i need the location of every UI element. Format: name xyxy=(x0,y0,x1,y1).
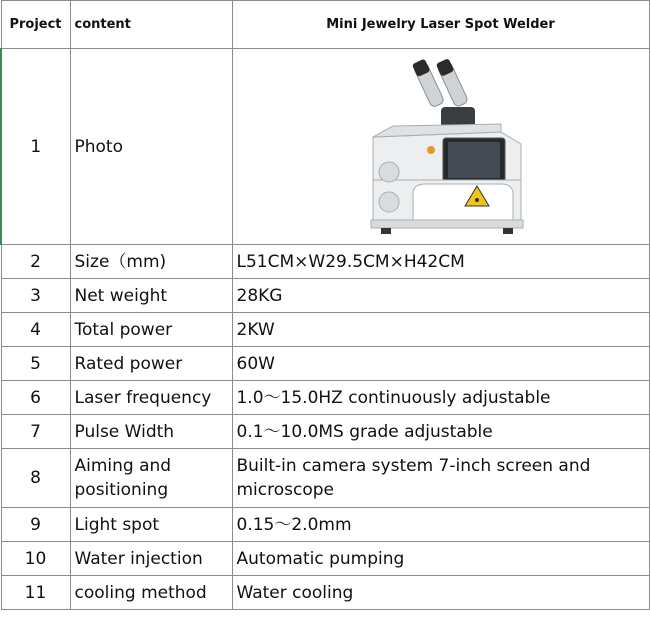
table-row xyxy=(1,49,649,245)
row-label: cooling method xyxy=(70,576,232,610)
row-label: Laser frequency xyxy=(70,381,232,415)
row-value: 60W xyxy=(232,347,649,381)
row-number: 3 xyxy=(1,279,70,313)
row-number: 6 xyxy=(1,381,70,415)
table-row xyxy=(1,449,649,508)
row-label: Water injection xyxy=(70,542,232,576)
table-row xyxy=(1,542,649,576)
row-number: 5 xyxy=(1,347,70,381)
header-content: content xyxy=(70,1,232,49)
row-number: 7 xyxy=(1,415,70,449)
row-number: 1 xyxy=(1,49,70,245)
header-project: Project xyxy=(1,1,70,49)
row-label: Net weight xyxy=(70,279,232,313)
row-number: 10 xyxy=(1,542,70,576)
row-value: 0.1～10.0MS grade adjustable xyxy=(232,415,649,449)
row-label: Pulse Width xyxy=(70,415,232,449)
row-label: Light spot xyxy=(70,508,232,542)
table-row xyxy=(1,245,649,279)
table-row xyxy=(1,347,649,381)
row-number: 2 xyxy=(1,245,70,279)
row-label: Rated power xyxy=(70,347,232,381)
row-value: Built-in camera system 7-inch screen and microscope xyxy=(232,449,649,508)
table-row xyxy=(1,313,649,347)
row-value: 2KW xyxy=(232,313,649,347)
row-label: Aiming and positioning xyxy=(70,449,232,508)
product-photo-cell xyxy=(232,49,649,245)
row-value: Water cooling xyxy=(232,576,649,610)
table-row xyxy=(1,279,649,313)
table-row xyxy=(1,415,649,449)
row-value: 0.15～2.0mm xyxy=(232,508,649,542)
row-label: Size（mm) xyxy=(70,245,232,279)
row-number: 8 xyxy=(1,449,70,508)
row-label: Total power xyxy=(70,313,232,347)
row-number: 4 xyxy=(1,313,70,347)
row-value: 28KG xyxy=(232,279,649,313)
table-row xyxy=(1,508,649,542)
row-value: 1.0～15.0HZ continuously adjustable xyxy=(232,381,649,415)
row-value: Automatic pumping xyxy=(232,542,649,576)
header-product-title: Mini Jewelry Laser Spot Welder xyxy=(232,1,649,49)
laser-welder-photo xyxy=(351,52,531,242)
row-number: 9 xyxy=(1,508,70,542)
table-row xyxy=(1,381,649,415)
table-row xyxy=(1,576,649,610)
row-number: 11 xyxy=(1,576,70,610)
header-row xyxy=(1,1,649,49)
row-label: Photo xyxy=(70,49,232,245)
row-value: L51CM×W29.5CM×H42CM xyxy=(232,245,649,279)
